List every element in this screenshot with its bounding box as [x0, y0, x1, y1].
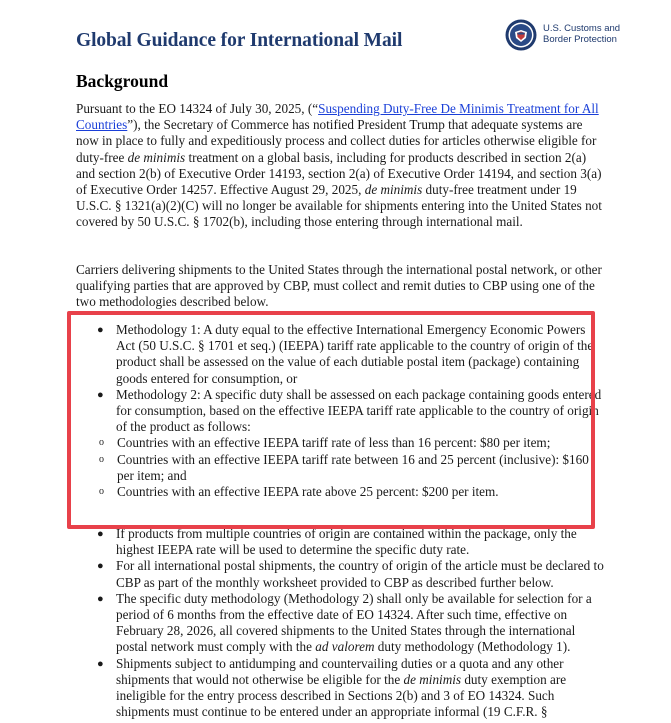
list-item [76, 526, 606, 558]
document-title: Global Guidance for International Mail [76, 30, 403, 51]
agency-name-line2: Border Protection [543, 33, 617, 45]
eo-link[interactable]: Suspending Duty-Free De Minimis Treatment for All Countries [76, 101, 599, 133]
note-text-part: duty exemption are ineligible for the entry process described in Sections 2(b) and 3 of EO 14324. Such shipments must continue to be entered under an appropriate informal (19 C.F.R. § [116, 671, 567, 720]
note-emphasis: ad valorem [315, 639, 375, 655]
para1-emphasis-1: de minimis [127, 149, 186, 165]
circle-bullet-icon: o [99, 453, 104, 465]
list-item [76, 558, 606, 590]
list-item [76, 656, 606, 721]
bullet-icon: ● [97, 560, 104, 573]
agency-name-line1: U.S. Customs and [543, 23, 621, 34]
carriers-paragraph: Carriers delivering shipments to the United States through the international postal network, or other qualifying parties that are approved by CBP, must collect and remit duties to CBP using one of the two methodologies described below. [76, 262, 602, 310]
background-paragraph [76, 101, 606, 231]
note-text: For all international postal shipments, the country of origin of the article must be declared to CBP as part of the monthly worksheet provided to CBP as described further below. [116, 558, 604, 590]
bullet-icon: ● [97, 528, 104, 540]
bullet-icon: ● [97, 388, 104, 401]
highlight-box [67, 311, 595, 529]
cbp-seal-icon [505, 19, 537, 51]
note-emphasis: de minimis [403, 671, 462, 687]
circle-bullet-icon: o [99, 437, 104, 449]
note-text-part: duty methodology (Methodology 1). [374, 639, 571, 655]
note-text [116, 591, 592, 655]
para1-text-1: Pursuant to the EO 14324 of July 30, 2025, (“ [76, 101, 319, 116]
note-text-part: The specific duty methodology (Methodology 2) shall only be available for selection for a period of 6 months from the effective date of EO 14324. After such time, effective on February 28, 2026, all covered shipments to the United States through the international postal network must comply with the [116, 590, 592, 655]
bullet-icon: ● [97, 592, 104, 605]
note-text-part: Shipments subject to antidumping and countervailing duties or a quota and any other shipments that would not otherwise be eligible for the [116, 655, 564, 687]
para1-emphasis-2: de minimis [364, 182, 423, 198]
para1-text-2: ”), the Secretary of Commerce has notified President Trump that adequate systems are now in place to fully and expeditiously process and collect duties for articles otherwise eligible for duty-free [76, 117, 597, 165]
circle-bullet-icon: o [99, 486, 104, 498]
section-heading: Background [76, 71, 169, 91]
agency-name [543, 24, 620, 45]
para1-text-4: duty-free treatment under 19 U.S.C. § 1321(a)(2)(C) will no longer be available for shipments entering into the United States not covered by 50 U.S.C. § 1702(b), including those entering through international mail. [76, 182, 602, 230]
rate-tier-text: Countries with an effective IEEPA rate above 25 percent: $200 per item. [117, 484, 499, 500]
bullet-icon: ● [97, 324, 104, 336]
para1-text-3: treatment on a global basis, including for products described in section 2(a) and section 2(b) of Executive Order 14193, section 2(a) of Executive Order 14194, and section 3(a) of Executive Order 14257. Effective August 29, 2025, [76, 149, 602, 198]
bullet-icon: ● [97, 657, 104, 670]
methodology-2-text: Methodology 2: A specific duty shall be assessed on each package containing goods entered for consumption, based on the effective IEEPA tariff rate applicable to the country of origin of the product as follows: [116, 386, 602, 435]
agency-logo [505, 19, 665, 53]
rate-tier-text: Countries with an effective IEEPA tariff rate of less than 16 percent: $80 per item; [117, 435, 551, 451]
rate-tier-text: Countries with an effective IEEPA tariff rate between 16 and 25 percent (inclusive): $160 per item; and [117, 451, 589, 483]
list-item [76, 591, 606, 656]
note-text: If products from multiple countries of origin are contained within the package, only the highest IEEPA rate will be used to determine the specific duty rate. [116, 526, 577, 558]
notes-list [76, 526, 606, 720]
note-text [116, 656, 566, 720]
methodology-1-text: Methodology 1: A duty equal to the effective International Emergency Economic Powers Act (50 U.S.C. § 1701 et seq.) (IEEPA) tariff rate applicable to the country of origin of the product shall be assessed on the value of each dutiable postal item (package) containing goods entered for consumption, or [116, 322, 594, 386]
